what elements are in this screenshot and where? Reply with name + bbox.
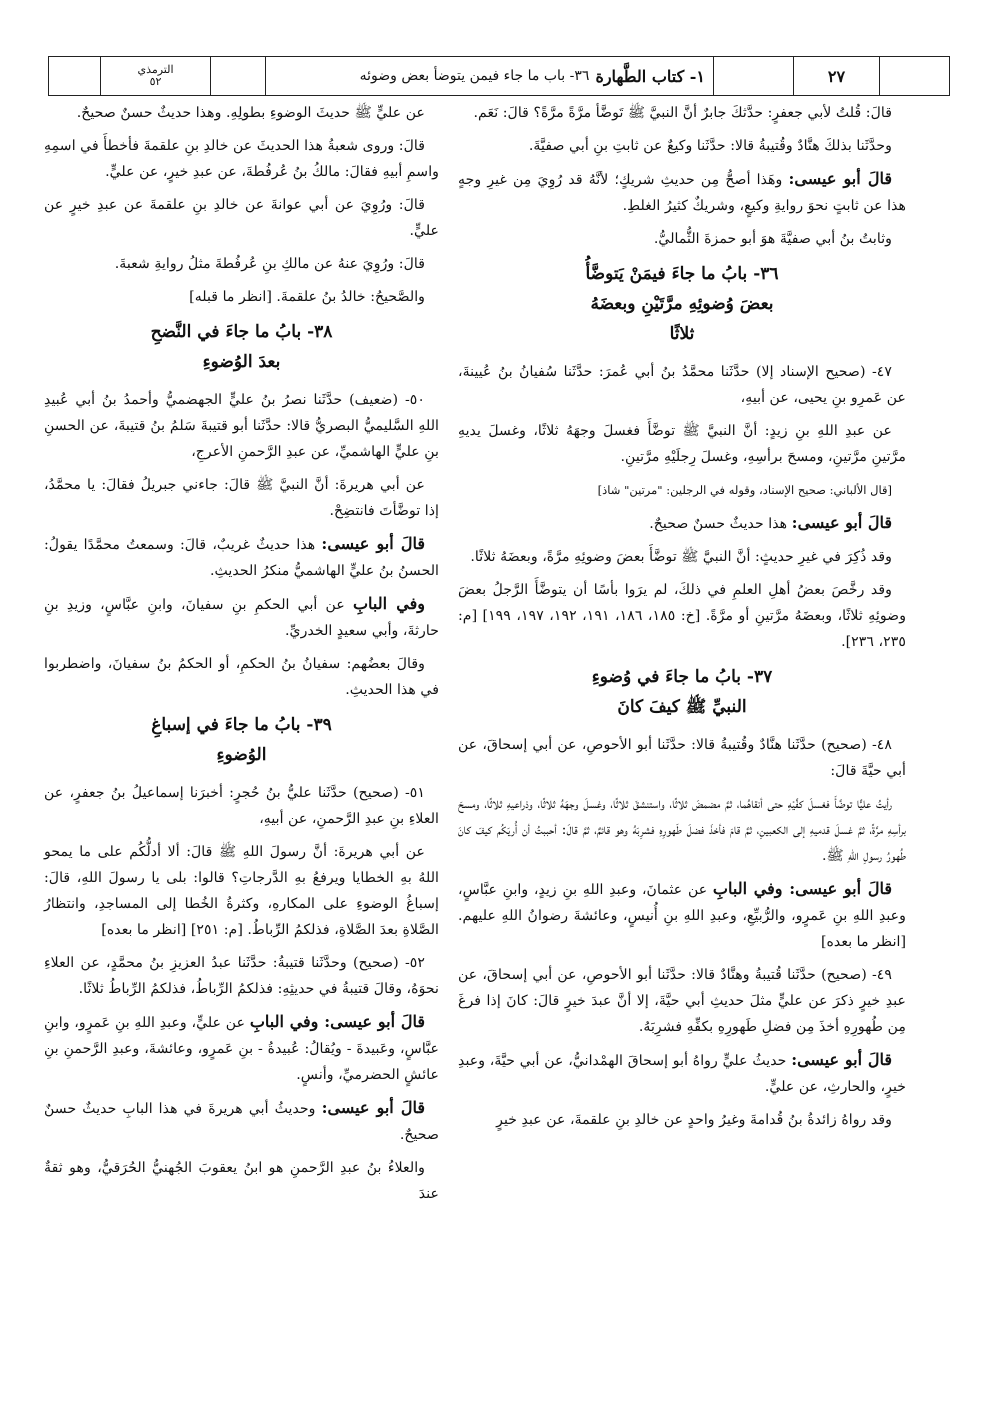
hadith-paragraph xyxy=(44,531,439,584)
page-header xyxy=(48,56,950,96)
hadith-paragraph xyxy=(44,780,439,832)
hadith-paragraph xyxy=(458,544,906,570)
paragraph-text: عن عبدِ اللهِ بنِ زيدٍ: أنَّ النبيَّ ﷺ توضَّأَ فغسلَ وجهَهُ ثلاثًا، وغسلَ يديهِ مرَّتينِ مرَّتينِ، ومسحَ برأسِهِ، وغسلَ رِجلَيْهِ مرَّتينِ. xyxy=(458,423,906,465)
header-title-cell xyxy=(266,57,714,95)
paragraph-text: قالَ: ورُوِيَ عن أبي عوانةَ عن خالدِ بنِ علقمةَ عن عبدِ خيرٍ عن عليٍّ. xyxy=(44,197,439,239)
hadith-paragraph xyxy=(44,284,439,310)
hadith-paragraph xyxy=(44,1095,439,1148)
page-number: ٢٧ xyxy=(794,57,880,95)
header-kitab: ١- كتاب الطَّهارة xyxy=(595,66,705,86)
paragraph-text: وقد ذُكِرَ في غيرِ حديثٍ: أنَّ النبيَّ ﷺ توضَّأَ بعضَ وضوئِهِ مرَّةً، وبعضَهُ ثلاثًا. xyxy=(470,549,892,565)
paragraph-text: عن عثمانَ، وعبدِ اللهِ بنِ زيدٍ، وابنِ عبَّاسٍ، وعبدِ اللهِ بنِ عَمرٍو، والرُّبيِّعِ، وعبدِ اللهِ بنِ أُنيسٍ، وعائشةَ رضوانُ اللهِ عليهم. [انظر ما بعده] xyxy=(458,882,906,950)
paragraph-text: وقد رواهُ زائدةُ بنُ قُدامةَ وغيرُ واحدٍ عن خالدِ بنِ علقمةَ، عن عبدِ خيرٍ xyxy=(496,1112,892,1128)
header-book-cell xyxy=(101,57,211,95)
hadith-paragraph xyxy=(458,962,906,1040)
paragraph-text: ٤٧- (صحيح الإسناد إلا) حدَّثَنا محمَّدُ بنُ أبي عُمرَ: حدَّثَنا سُفيانُ بنُ عُيينةَ، عن عَمرِو بنِ يحيى، عن أبيهِ، xyxy=(458,364,906,406)
speaker-label: قالَ أبو عيسى: xyxy=(791,1050,893,1069)
paragraph-text: ٥٠- (ضعيف) حدَّثَنا نصرُ بنُ عليٍّ الجهضميُّ وأحمدُ بنُ أبي عُبيدِ اللهِ السَّليميُّ البصريُّ قالا: حدَّثَنا أبو قتيبةَ سَلمُ بنُ قتيبةَ، عن الحسنِ بنِ عليٍّ الهاشميِّ، عن عبدِ الرَّحمنِ الأعرجِ، xyxy=(44,392,439,460)
hadith-paragraph xyxy=(458,577,906,655)
speaker-label: قالَ أبو عيسى: xyxy=(321,1098,425,1117)
paragraph-text: وقد رخَّصَ بعضُ أهلِ العلمِ في ذلكَ، لم يرَوا بأسًا أن يتوضَّأَ الرَّجلُ بعضَ وضوئِهِ ثلاثًا، وبعضَهُ مرَّتينِ أو مرَّةً. [خ: ١٨٥، ١٨٦، ١٩١، ١٩٢، ١٩٧، ١٩٩] [م: ٢٣٥، ٢٣٦]. xyxy=(458,582,907,650)
hadith-note xyxy=(458,477,906,503)
chapter-heading xyxy=(44,710,439,770)
paragraph-text: قالَ: قُلتُ لأبي جعفرٍ: حدَّثكَ جابرٌ أنَّ النبيَّ ﷺ تَوضَّأ مرَّةً مرَّةً؟ قالَ: نَعَم. xyxy=(473,105,892,121)
hadith-paragraph xyxy=(44,387,439,465)
paragraph-text: ٤٩- (صحيح) حدَّثَنا قُتيبةُ وهنَّادٌ قالا: حدَّثَنا أبو الأحوصِ، عن أبي إسحاقَ، عن عبدِ خيرٍ ذكرَ عن عليٍّ مثلَ حديثِ أبي حيَّةَ، إلا أنَّ عبدَ خيرٍ قالَ: كانَ إذا فرغَ مِن طُهورِهِ أخذَ مِن فضلِ طَهورِهِ بكفِّهِ فشرِبَهُ. xyxy=(458,967,906,1035)
paragraph-text: عن عليٍّ ﷺ حديثَ الوضوءِ بطولِهِ. وهذا حديثٌ حسنٌ صحيحٌ. xyxy=(76,105,425,121)
header-cell-empty xyxy=(880,57,949,95)
hadith-paragraph xyxy=(44,133,439,185)
hadith-paragraph xyxy=(458,359,906,411)
hadith-paragraph xyxy=(458,876,906,955)
hadith-paragraph xyxy=(44,839,439,943)
left-column xyxy=(44,100,439,1214)
chapter-heading-line: ٣٨- بابُ ما جاءَ في النَّضحِ xyxy=(150,322,333,342)
hadith-paragraph xyxy=(44,1009,439,1088)
paragraph-text: قالَ: وروى شعبةُ هذا الحديثَ عن خالدِ بنِ علقمةَ فأخطأَ في اسمِهِ واسمِ أبيهِ فقالَ: مالكُ بنُ عُرفُطةَ، عن عبدِ خيرٍ، عن عليٍّ. xyxy=(44,138,439,180)
right-column xyxy=(458,100,906,1140)
chapter-heading-line: النبيِّ ﷺ كيفَ كانَ xyxy=(617,697,747,717)
hadith-paragraph xyxy=(458,226,906,252)
hadith-paragraph xyxy=(44,251,439,277)
paragraph-text: وحديثُ أبي هريرةَ في هذا البابِ حديثٌ حسنٌ صحيحٌ. xyxy=(44,1101,439,1143)
hadith-paragraph xyxy=(458,510,906,537)
chapter-heading-line: ٣٩- بابُ ما جاءَ في إسباغِ xyxy=(151,715,332,735)
paragraph-text: حديثُ عليٍّ رواهُ أبو إسحاقَ الهمْدانيُّ، عن أبي حيَّةَ، وعبدِ خيرٍ، والحارثِ، عن عليٍّ. xyxy=(458,1053,906,1095)
hadith-paragraph xyxy=(44,1155,439,1207)
paragraph-text: والعلاءُ بنُ عبدِ الرَّحمنِ هو ابنُ يعقوبَ الجُهنيُّ الحُرَقيُّ، وهو ثقةٌ عندَ xyxy=(44,1160,439,1202)
chapter-heading xyxy=(44,317,439,377)
hadith-paragraph xyxy=(44,472,439,524)
paragraph-text: هذا حديثٌ غريبٌ، قالَ: وسمعتُ محمَّدًا يقولُ: الحسنُ بنُ عليٍّ الهاشميُّ منكرُ الحديثِ. xyxy=(44,537,439,579)
chapter-heading-line: ثلاثًا xyxy=(669,324,695,344)
paragraph-text: ٥٢- (صحيح) وحدَّثَنا قتيبةُ: حدَّثَنا عبدُ العزيزِ بنُ محمَّدٍ، عن العلاءِ نحوَهُ، وقالَ قتيبةُ في حديثِهِ: فذلكمُ الرِّباطُ، فذلكمُ الرِّباطُ ثلاثًا. xyxy=(44,955,439,997)
paragraph-text: عن عليٍّ، وعبدِ اللهِ بنِ عَمرٍو، وابنِ عبَّاسٍ، وعَبيدةَ - ويُقالُ: عُبيدةُ - بنِ عَمرٍو، وعائشةَ، وعبدِ الرَّحمنِ بنِ عائشٍ الحضرميِّ، وأنسٍ. xyxy=(44,1015,439,1083)
hadith-paragraph xyxy=(458,100,906,126)
paragraph-text: ٥١- (صحيح) حدَّثَنا عليُّ بنُ حُجرٍ: أخبرَنا إسماعيلُ بنُ جعفرٍ، عن العلاءِ بنِ عبدِ الرَّحمنِ، عن أبيهِ، xyxy=(44,785,439,827)
paragraph-text: والصَّحيحُ: خالدُ بنُ علقمةَ. [انظر ما قبله] xyxy=(189,289,425,305)
chapter-heading-line: ٣٦- بابُ ما جاءَ فيمَنْ يَتوضَّأُ xyxy=(585,264,779,284)
speaker-label: قالَ أبو عيسى: وفي البابِ xyxy=(712,879,893,898)
paragraph-text: هذا حديثٌ حسنٌ صحيحٌ. xyxy=(649,516,792,532)
paragraph-text: رأيتُ عليًّا توضَّأَ فغسلَ كفَّيْهِ حتى أنقاهُما، ثمَّ مضمضَ ثلاثًا، واستنشقَ ثلاثًا، وغسلَ وجهَهُ ثلاثًا، وذراعيهِ ثلاثًا، ومسحَ برأسِهِ مرَّةً، ثمَّ غسلَ قدميهِ إلى الكعبينِ، ثمَّ قامَ فأخذَ فضلَ طَهورِهِ فشرِبَهُ وهو قائمٌ، ثمَّ قالَ: أحببتُ أن أُريَكُم كيفَ كانَ طُهورُ رسولِ اللهِ ﷺ. xyxy=(458,796,906,864)
paragraph-text: عن أبي هريرةَ: أنَّ رسولَ اللهِ ﷺ قالَ: ألا أدلُّكُم على ما يمحو اللهُ بهِ الخطايا ويرفعُ بهِ الدَّرجاتِ؟ قالوا: بلى يا رسولَ اللهِ، قالَ: إسباغُ الوضوءِ على المكارهِ، وكثرةُ الخُطا إلى المساجدِ، وانتظارُ الصَّلاةِ بعدَ الصَّلاةِ، فذلكمُ الرِّباطُ. [م: ٢٥١] [انظر ما بعده] xyxy=(44,844,439,938)
header-cell-empty xyxy=(714,57,794,95)
paragraph-text: عن أبي الحكمِ بنِ سفيانَ، وابنِ عبَّاسٍ، وزيدِ بنِ حارثةَ، وأبي سعيدٍ الخدريِّ. xyxy=(44,597,439,639)
speaker-label: قالَ أبو عيسى: xyxy=(791,513,892,532)
hadith-paragraph xyxy=(44,651,439,703)
header-cell-empty xyxy=(49,57,101,95)
hadith-paragraph xyxy=(44,100,439,126)
speaker-label: قالَ أبو عيسى: xyxy=(788,169,892,188)
hadith-paragraph xyxy=(458,418,906,470)
chapter-heading-line: ٣٧- بابُ ما جاءَ في وُضوءِ xyxy=(591,667,773,687)
hadith-paragraph xyxy=(458,133,906,159)
hadith-paragraph xyxy=(458,1107,906,1133)
hadith-paragraph xyxy=(458,1047,906,1100)
paragraph-text: [قال الألباني: صحيح الإسناد، وقوله في الرجلين: "مرتين" شاذ] xyxy=(597,483,892,497)
header-book-name: الترمذي xyxy=(137,63,174,76)
paragraph-text: عن أبي هريرةَ: أنَّ النبيَّ ﷺ قالَ: جاءني جبريلُ فقالَ: يا محمَّدُ، إذا توضَّأتَ فانتضِحْ. xyxy=(44,477,439,519)
header-book-volume: ٥٢ xyxy=(149,75,162,88)
chapter-heading-line: الوُضوءِ xyxy=(216,745,267,765)
header-cell-empty xyxy=(211,57,266,95)
hadith-paragraph xyxy=(458,166,906,219)
chapter-heading xyxy=(458,662,906,722)
paragraph-text: قالَ: ورُوِيَ عنهُ عن مالكِ بنِ عُرفُطةَ مثلُ روايةِ شعبةَ. xyxy=(114,256,425,272)
paragraph-text: ٤٨- (صحيح) حدَّثَنا هنَّادٌ وقُتيبةُ قالا: حدَّثَنا أبو الأحوصِ، عن أبي إسحاقَ، عن أبي حيَّةَ قالَ: xyxy=(458,737,906,779)
paragraph-text: وثابتُ بنُ أبي صفيَّةَ هوَ أبو حمزةَ الثُّماليُّ. xyxy=(653,231,892,247)
speaker-label: قالَ أبو عيسى: xyxy=(321,534,425,553)
paragraph-text: وحدَّثَنا بذلكَ هنَّادٌ وقُتيبةُ قالا: حدَّثَنا وكيعٌ عن ثابتِ بنِ أبي صفيَّةَ. xyxy=(528,138,892,154)
hadith-paragraph xyxy=(458,732,906,784)
chapter-heading-line: بعضَ وُضوئِهِ مرَّتَيْنِ وبعضَهُ xyxy=(590,294,774,314)
chapter-heading xyxy=(458,259,906,349)
paragraph-text: وقالَ بعضُهم: سفيانُ بنُ الحكمِ، أو الحكمُ بنُ سفيانَ، واضطربوا في هذا الحديثِ. xyxy=(44,656,439,698)
hadith-paragraph xyxy=(44,591,439,644)
hadith-paragraph xyxy=(458,791,906,869)
speaker-label: قالَ أبو عيسى: وفي البابِ xyxy=(249,1012,425,1031)
speaker-label: وفي البابِ xyxy=(352,594,425,613)
hadith-paragraph xyxy=(44,950,439,1002)
paragraph-text: وهَذا أصحُّ مِن حديثِ شريكٍ؛ لأنَّهُ قد رُوِيَ مِن غيرِ وجهٍ هذا عن ثابتٍ نحوَ روايةِ وكيعٍ، وشريكٌ كثيرُ الغلطِ. xyxy=(458,172,906,214)
hadith-paragraph xyxy=(44,192,439,244)
chapter-heading-line: بعدَ الوُضوءِ xyxy=(202,352,281,372)
header-bab: ٣٦- باب ما جاء فيمن يتوضأ بعض وضوئه xyxy=(359,68,590,84)
